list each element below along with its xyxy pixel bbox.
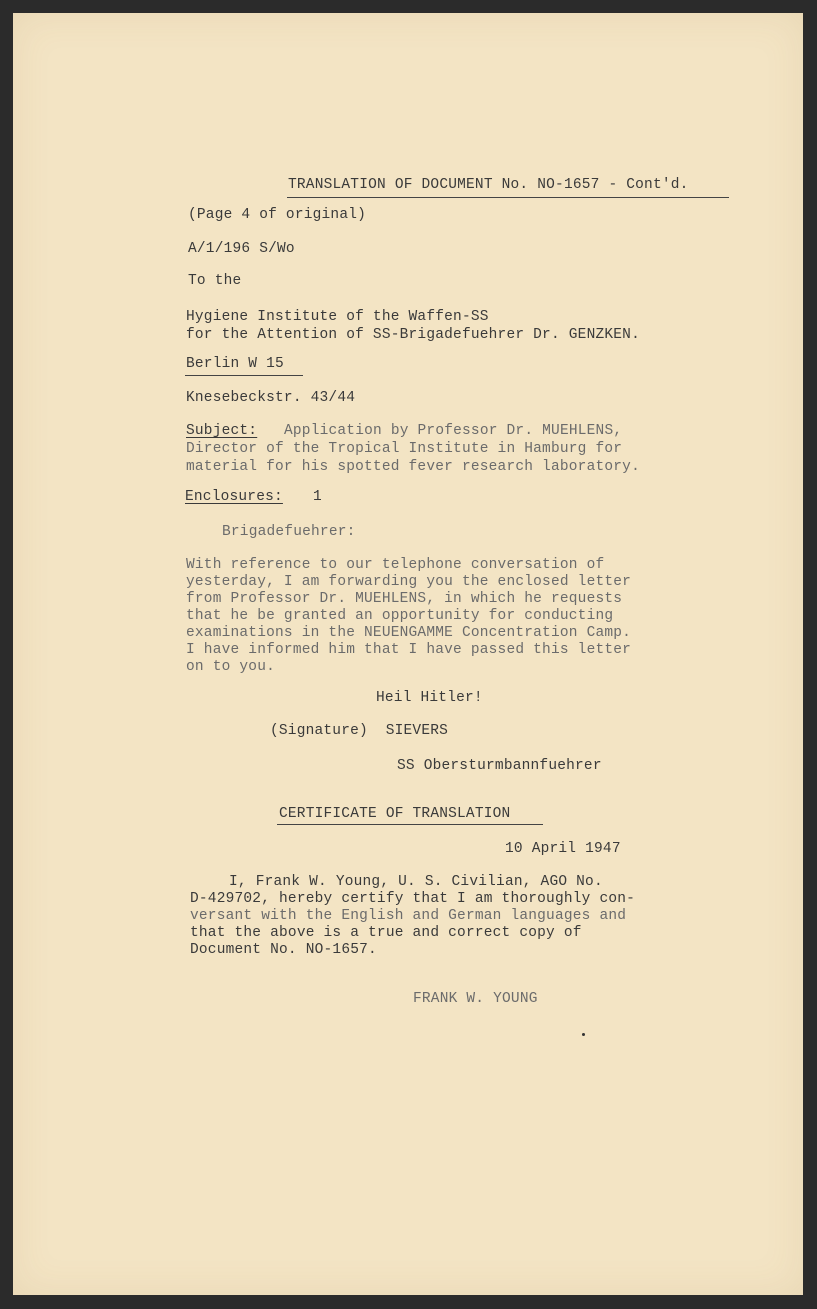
to-line: To the [188,273,242,289]
certificate-line-2: D-429702, hereby certify that I am thoroughly con- [190,891,636,907]
city-underline [185,375,303,376]
addressee-line-2: for the Attention of SS-Brigadefuehrer Dr. GENZKEN. [186,327,640,343]
certificate-signature: FRANK W. YOUNG [413,991,538,1007]
body-line-2: yesterday, I am forwarding you the enclosed letter [186,574,632,590]
certificate-line-5: Document No. NO-1657. [190,942,377,958]
closing: Heil Hitler! [376,690,483,706]
body-line-1: With reference to our telephone conversation of [186,557,605,573]
city-line: Berlin W 15 [186,356,284,372]
certificate-line-1: I, Frank W. Young, U. S. Civilian, AGO No. [229,874,603,890]
header-underline [287,197,729,198]
signature-line: (Signature) SIEVERS [270,723,449,739]
body-line-5: examinations in the NEUENGAMME Concentration Camp. [186,625,632,641]
rank-line: SS Obersturmbannfuehrer [397,758,602,774]
certificate-underline [277,824,543,825]
certificate-line-3: versant with the English and German languages and [190,908,627,924]
certificate-date: 10 April 1947 [505,841,621,857]
salutation: Brigadefuehrer: [222,524,356,540]
ink-speck [582,1033,585,1036]
street-line: Knesebeckstr. 43/44 [186,390,356,406]
enclosures-value: 1 [313,489,322,505]
subject-line-2: Director of the Tropical Institute in Hamburg for [186,441,623,457]
certificate-line-4: that the above is a true and correct copy of [190,925,582,941]
body-line-6: I have informed him that I have passed this letter [186,642,632,658]
file-reference: A/1/196 S/Wo [188,241,295,257]
certificate-title: CERTIFICATE OF TRANSLATION [279,806,511,822]
subject-line-1: Application by Professor Dr. MUEHLENS, [284,423,623,439]
body-line-7: on to you. [186,659,276,675]
page-reference: (Page 4 of original) [188,207,367,223]
body-line-4: that he be granted an opportunity for conducting [186,608,614,624]
body-line-3: from Professor Dr. MUEHLENS, in which he requests [186,591,623,607]
addressee-line-1: Hygiene Institute of the Waffen-SS [186,309,489,325]
subject-line-3: material for his spotted fever research laboratory. [186,459,640,475]
subject-label: Subject: [186,423,258,439]
document-header: TRANSLATION OF DOCUMENT No. NO-1657 - Cont'd. [288,177,689,193]
enclosures-label: Enclosures: [185,489,283,505]
